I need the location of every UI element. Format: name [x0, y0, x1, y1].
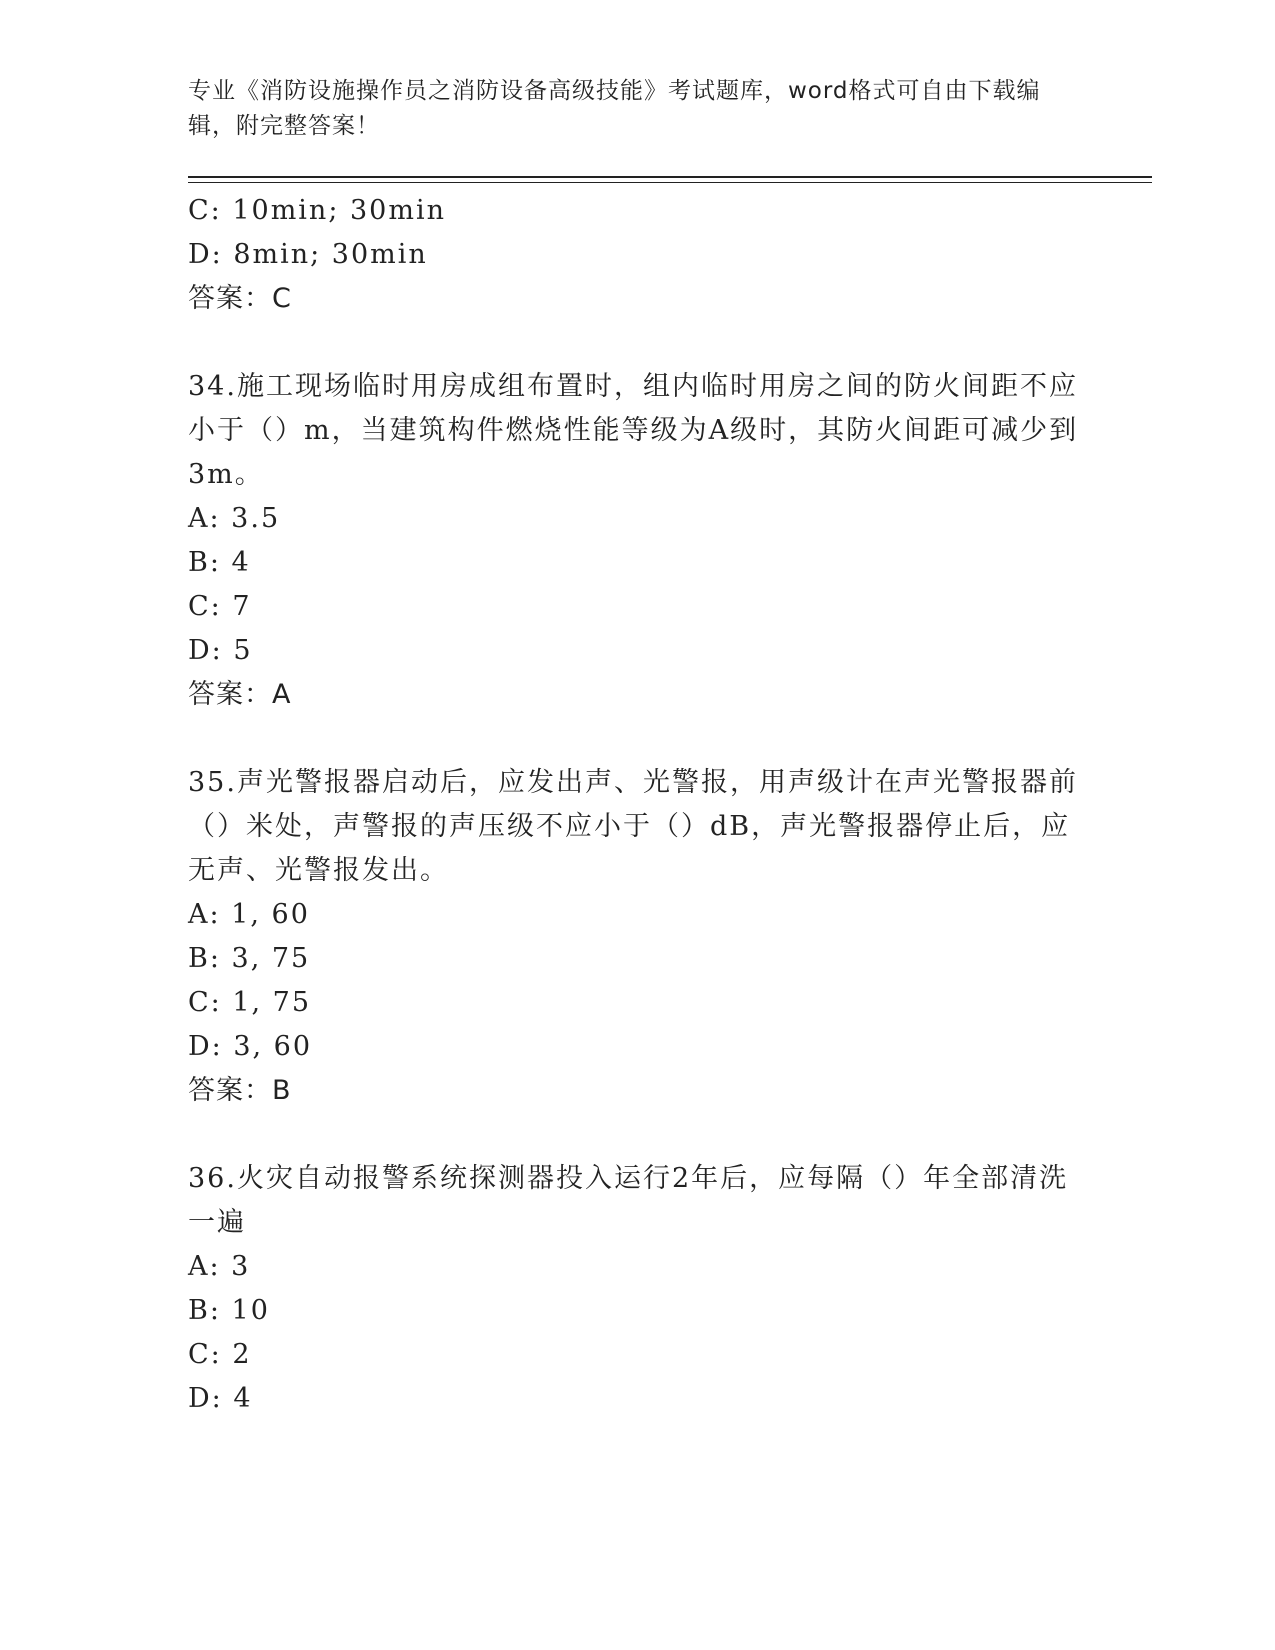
- document-header: [188, 74, 1088, 144]
- q36-stem-line-2: 一遍: [188, 1207, 246, 1238]
- q35-stem-line-3: 无声、光警报发出。: [188, 855, 449, 886]
- header-line-2: 辑，附完整答案！: [188, 113, 380, 139]
- header-line-1: 专业《消防设施操作员之消防设备高级技能》考试题库，word格式可自由下载编: [188, 78, 1041, 104]
- q33-answer: 答案：C: [188, 283, 292, 314]
- q33-option-c: C: 10min; 30min: [188, 195, 446, 226]
- q35-option-a: A: 1, 60: [188, 899, 310, 930]
- q36-option-a: A: 3: [188, 1251, 251, 1282]
- q35-option-d: D: 3, 60: [188, 1031, 313, 1062]
- q33-option-d: D: 8min; 30min: [188, 239, 428, 270]
- q35-stem-line-2: （）米处，声警报的声压级不应小于（）dB，声光警报器停止后，应: [188, 811, 1071, 842]
- q36-option-d: D: 4: [188, 1383, 253, 1414]
- q34-answer: 答案：A: [188, 679, 292, 710]
- q34-option-b: B: 4: [188, 547, 251, 578]
- q35-option-b: B: 3, 75: [188, 943, 311, 974]
- q34-stem-line-1: 34.施工现场临时用房成组布置时，组内临时用房之间的防火间距不应: [188, 371, 1078, 402]
- q34-option-c: C: 7: [188, 591, 252, 622]
- q34-stem-line-2: 小于（）m，当建筑构件燃烧性能等级为A级时，其防火间距可减少到: [188, 415, 1079, 446]
- header-divider-thin: [188, 182, 1152, 183]
- q34-option-d: D: 5: [188, 635, 253, 666]
- q34-stem-line-3: 3m。: [188, 459, 264, 490]
- q34-option-a: A: 3.5: [188, 503, 281, 534]
- q36-option-c: C: 2: [188, 1339, 252, 1370]
- q36-option-b: B: 10: [188, 1295, 270, 1326]
- q35-option-c: C: 1, 75: [188, 987, 312, 1018]
- q35-answer: 答案：B: [188, 1075, 292, 1106]
- q36-stem-line-1: 36.火灾自动报警系统探测器投入运行2年后，应每隔（）年全部清洗: [188, 1163, 1069, 1194]
- q35-stem-line-1: 35.声光警报器启动后，应发出声、光警报，用声级计在声光警报器前: [188, 767, 1078, 798]
- header-divider-thick: [188, 176, 1152, 178]
